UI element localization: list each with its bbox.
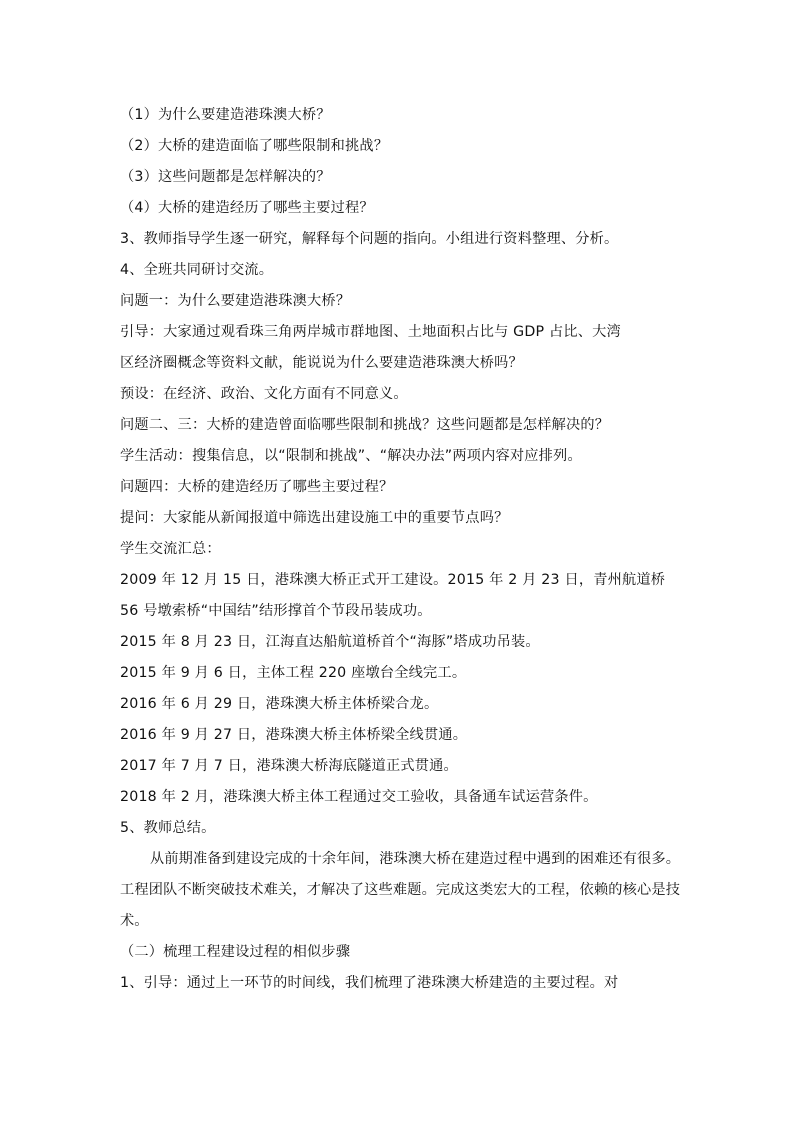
document-body [120,100,680,999]
question-1: （1）为什么要建造港珠澳大桥？ [120,107,331,123]
problem-4: 问题四：大桥的建造经历了哪些主要过程？ [120,479,394,495]
timeline-2009-line-2: 56 号墩索桥“中国结”结形撑首个节段吊装成功。 [120,603,432,619]
step-3: 3、教师指导学生逐一研究，解释每个问题的指向。小组进行资料整理、分析。 [120,231,619,247]
section-step-1: 1、引导：通过上一环节的时间线，我们梳理了港珠澳大桥建造的主要过程。对 [120,975,619,991]
section-heading: （二）梳理工程建设过程的相似步骤 [120,944,351,960]
timeline-2015-aug: 2015 年 8 月 23 日，江海直达船航道桥首个“海豚”塔成功吊装。 [120,634,540,650]
question-2: （2）大桥的建造面临了哪些限制和挑战？ [120,138,389,154]
teacher-summary-paragraph: 从前期准备到建设完成的十余年间，港珠澳大桥在建造过程中遇到的困难还有很多。工程团队不断突破技术难关，才解决了这些难题。完成这类宏大的工程，依赖的核心是技术。 [120,851,680,929]
step-5: 5、教师总结。 [120,820,216,836]
student-summary-label: 学生交流汇总： [120,541,221,557]
question-3: （3）这些问题都是怎样解决的？ [120,169,331,185]
problem-2-3: 问题二、三：大桥的建造曾面临哪些限制和挑战？这些问题都是怎样解决的？ [120,417,610,433]
presupposition: 预设：在经济、政治、文化方面有不同意义。 [120,386,408,402]
timeline-2016-jun: 2016 年 6 月 29 日，港珠澳大桥主体桥梁合龙。 [120,696,439,712]
timeline-2018-feb: 2018 年 2 月，港珠澳大桥主体工程通过交工验收，具备通车试运营条件。 [120,789,598,805]
timeline-2017-jul: 2017 年 7 月 7 日，港珠澳大桥海底隧道正式贯通。 [120,758,458,774]
student-activity: 学生活动：搜集信息，以“限制和挑战”、“解决办法”两项内容对应排列。 [120,448,582,464]
timeline-2016-sep: 2016 年 9 月 27 日，港珠澳大桥主体桥梁全线贯通。 [120,727,468,743]
timeline-2009-line-1: 2009 年 12 月 15 日，港珠澳大桥正式开工建设。2015 年 2 月 23 日，青州航道桥 [120,572,666,588]
timeline-2015-sep: 2015 年 9 月 6 日，主体工程 220 座墩台全线完工。 [120,665,467,681]
step-4: 4、全班共同研讨交流。 [120,262,274,278]
prompt-question: 提问：大家能从新闻报道中筛选出建设施工中的重要节点吗？ [120,510,509,526]
question-4: （4）大桥的建造经历了哪些主要过程？ [120,200,374,216]
guidance-line-1: 引导：大家通过观看珠三角两岸城市群地图、土地面积占比与 GDP 占比、大湾 [120,324,621,340]
guidance-line-2: 区经济圈概念等资料文献，能说说为什么要建造港珠澳大桥吗？ [120,355,523,371]
problem-1: 问题一：为什么要建造港珠澳大桥？ [120,293,351,309]
